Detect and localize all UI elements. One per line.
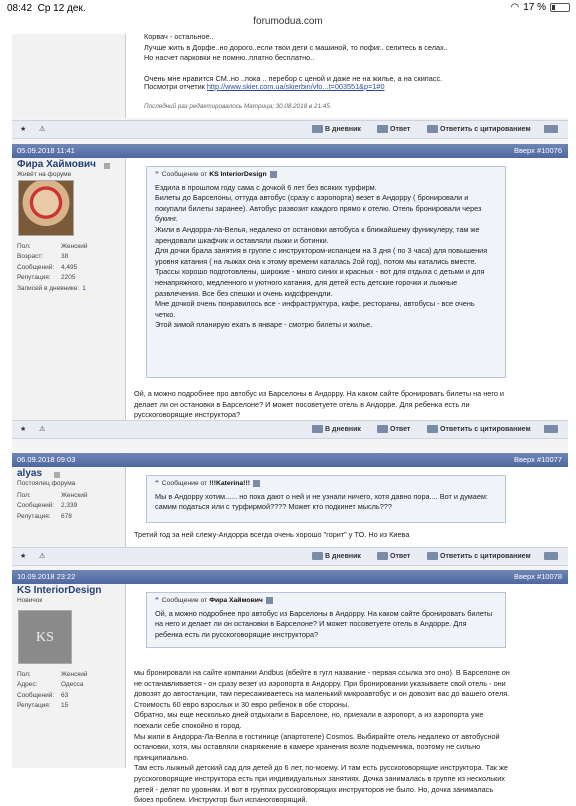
stat-label: Репутация:	[17, 512, 51, 520]
post-date: 10.09.2018 23:22	[17, 572, 76, 581]
quote-box	[146, 166, 506, 378]
stat-row	[17, 691, 122, 701]
post-body	[134, 530, 564, 541]
quote-reply-button[interactable]: Ответить с цитированием	[427, 425, 531, 433]
body-line: мы бронировали на сайте компании Andbus (вбейте в гугл название - первая ссылка это оно). В Барселоне он	[134, 668, 510, 677]
body-line: детей - делят по уровням. И вот в группах русскоговорящих инструкторов не было. Но, дочка занималась	[134, 784, 494, 794]
body-line: делает ли он остановки в Барселоне? И может посоветуете отель в Андорре. Для ребенка есть ли	[134, 399, 470, 409]
body-line: остановки, хотя, мы оставляли снаряжение в камере хранения возле подъемника, поэтому не сильно	[134, 742, 481, 752]
stat-label: Сообщений:	[17, 502, 55, 510]
post-content	[126, 467, 568, 547]
avatar[interactable]	[18, 180, 74, 236]
quote-author[interactable]: KS InteriorDesign	[209, 171, 267, 178]
post-number-link[interactable]: Вверх #10077	[513, 455, 562, 464]
body-line: поехали себе спокойно в город.	[134, 720, 242, 730]
stat-value: Одесса	[61, 681, 84, 689]
quote-header	[155, 170, 497, 181]
online-status-icon	[104, 163, 110, 169]
quote-line: самим податься или с турфирмой???? Может кто подкинет мысль???	[155, 502, 392, 512]
stat-row	[17, 242, 122, 252]
quote-reply-button[interactable]: Ответить с цитированием	[427, 125, 531, 133]
post0-line: Очень мне нравится СМ..но ..пока .. перебор с ценой и даже не на жилье, а на скипасс.	[144, 74, 443, 84]
stat-label: Адрес:	[17, 681, 38, 689]
quote-line: Этой зимой планирую ехать в январе - смотрю билеты и жилье.	[155, 320, 373, 330]
stat-value: 2,339	[61, 502, 78, 510]
stat-row	[17, 670, 122, 680]
quote-from: Сообщение от	[161, 597, 210, 604]
body-line: довозят до автостанции, там пересаживаетесь на маленький микроавтобус и он довозит вас до вашего отеля.	[134, 689, 510, 699]
status-bar	[0, 0, 576, 34]
post-body	[134, 389, 564, 421]
quote-reply-button[interactable]: Ответить с цитированием	[427, 552, 531, 560]
avatar[interactable]: KS	[18, 610, 72, 664]
stat-label: Сообщений:	[17, 691, 55, 699]
battery-icon	[550, 3, 570, 12]
reply-button[interactable]: Ответ	[377, 125, 410, 133]
quote-from: Сообщение от	[161, 480, 210, 487]
stat-row	[17, 252, 122, 262]
stat-label: Пол:	[17, 243, 31, 250]
stat-row	[17, 263, 122, 273]
stat-row	[17, 491, 122, 501]
reply-button[interactable]: Ответ	[377, 552, 410, 560]
multiquote-icon[interactable]	[544, 125, 558, 133]
user-stats	[17, 242, 122, 294]
body-line: не останавливается - он сразу везет из аэропорта в Андорру. При бронировании указываете свой отель - они	[134, 678, 506, 688]
quote-line: букинг.	[155, 214, 178, 224]
url-bar[interactable]: forumodua.com	[253, 16, 323, 27]
stat-label: Сообщений:	[17, 263, 55, 271]
post-header	[12, 144, 568, 158]
post0-line: Корвач - остальное..	[144, 32, 214, 41]
stat-row	[17, 284, 122, 294]
warn-icon[interactable]: ⚠	[39, 126, 46, 133]
quote-line: покупали билеты заранее). Автобус развозит каждого прямо к отелю. Отель бронировали через	[155, 203, 482, 213]
body-line: Там есть лыжный детский сад для детей до 6 лет, по-моему. И там есть русскоговорящие инструктора. Так же	[134, 763, 508, 773]
goto-post-icon[interactable]	[253, 480, 260, 487]
body-line: Третий год за ней слежу-Андорра всегда очень хорошо "горит" у ТО. Но из Киева	[134, 530, 410, 539]
wifi-icon: ◠	[510, 2, 520, 13]
stat-label: Пол:	[17, 492, 31, 499]
multiquote-icon[interactable]	[544, 425, 558, 433]
stat-value: Женский	[61, 492, 88, 499]
stat-label: Репутация:	[17, 702, 51, 710]
stat-row	[17, 273, 122, 283]
stat-value: 2205	[61, 274, 76, 282]
stat-value: 63	[61, 691, 69, 699]
star-icon[interactable]: ★	[20, 126, 27, 133]
stat-value: 15	[61, 702, 69, 710]
quote-header	[155, 596, 497, 607]
stat-value: Женский	[61, 671, 88, 678]
quote-line: Ездила в прошлом году сама с дочкой 6 лет без всяких турфирм.	[155, 182, 377, 192]
forum-thread	[12, 32, 568, 805]
quote-line: Для дочки брала занятия в группе с инструктором-испанцем на 3 дня ( по 3 часа) для повышения	[155, 246, 488, 256]
diary-button[interactable]: В дневник	[312, 552, 361, 560]
post-header	[12, 453, 568, 467]
post0-line	[144, 64, 564, 75]
quote-header	[155, 479, 497, 490]
quote-icon: ❝	[155, 171, 159, 178]
body-line: русскоговорящие инструктора есть при индивидуальных занятиях. Дочка занималась в группе из нескольких	[134, 773, 505, 783]
post0-left	[12, 34, 125, 118]
post-user-panel	[12, 584, 125, 768]
post-user-panel	[12, 158, 125, 420]
body-line: Стоимость 60 евро взрослых и 30 евро ребенок в обе стороны.	[134, 699, 350, 709]
body-line: биоез проблем. Инструктор был испаноговорящий.	[134, 795, 308, 805]
quote-icon: ❝	[155, 480, 159, 487]
user-rank: Постоялец форума	[17, 480, 76, 487]
username-link[interactable]: alyas	[17, 468, 43, 479]
post-toolbar	[12, 420, 568, 439]
stat-label: Репутация:	[17, 274, 51, 282]
quote-line: Мы в Андорру хотим...... но пока дают о ней и не узнали ничего, хотя давно пора.... Вот и думаем:	[155, 491, 488, 501]
goto-post-icon[interactable]	[266, 597, 273, 604]
quote-box	[146, 592, 506, 648]
body-line: принципиально.	[134, 752, 189, 762]
post-date: 05.09.2018 11:41	[17, 146, 75, 155]
post0-edited: Последний раз редактировалось Матрица; 30.08.2018 в 21:45.	[144, 103, 332, 110]
username-link[interactable]: Фира Хаймович	[17, 159, 96, 170]
post-content	[126, 584, 568, 805]
stat-label: Возраст:	[17, 253, 44, 261]
quote-line: уровня катания ( на лыжах она к этому времени каталась 2ой год), потом мы катались вместе.	[155, 256, 477, 266]
goto-post-icon[interactable]	[270, 171, 277, 178]
quote-line: Жили в Андорра-ла-Велья, недалеко от остановки автобуса к ближайшему фуникулеру, там же	[155, 224, 480, 234]
quote-line: на него и делает ли он остановки в Барселоне? И может посоветуете отель в Андорре. Для	[155, 619, 467, 629]
post-number-link[interactable]: Вверх #10078	[513, 572, 562, 581]
quote-icon: ❝	[155, 597, 159, 604]
quote-line: Билеты до Барселоны, оттуда автобус (сразу с аэропорта) везет в Андорру ( бронировали и	[155, 193, 469, 203]
multiquote-icon[interactable]	[544, 552, 558, 560]
user-rank: Живёт на форуме	[17, 171, 72, 178]
diary-button[interactable]: В дневник	[312, 125, 361, 133]
post0-link-line: Посмотри отчетик http://www.skier.com.ua/skierbin/vfo...t=003551&p=1#0	[144, 82, 385, 91]
post0-line: Лучше жить в Дорфе..но дорого..если твои дети с машиной, то пофиг.. селитесь в селах..	[144, 42, 448, 52]
stat-value: 4,495	[61, 263, 78, 271]
post0-toolbar	[12, 120, 568, 139]
quote-line: ненапряжного, медленного и уютного катания, для детей есть детские горочки и лыжные	[155, 277, 458, 287]
stat-value: 38	[61, 253, 69, 261]
quote-author[interactable]: !!!Katerina!!!	[209, 480, 250, 487]
status-right	[510, 2, 570, 13]
quote-line: Трассы хорошо подготовлены, широкие - много синих и красных - вот для отдыха с детьми и для	[155, 267, 485, 277]
quote-line: четко.	[155, 309, 176, 319]
star-icon[interactable]: ★	[20, 553, 27, 560]
username-link[interactable]: KS InteriorDesign	[17, 585, 102, 596]
body-line: Обратно, мы еще несколько дней отдыхали в Барселоне, но, приехали в аэропорт, а из аэропорта уже	[134, 710, 484, 720]
post-user-panel	[12, 467, 125, 547]
status-time: 08:42 Ср 12 дек.	[7, 3, 86, 14]
quote-from: Сообщение от	[161, 171, 210, 178]
quote-box	[146, 475, 506, 523]
post-header	[12, 570, 568, 584]
star-icon[interactable]: ★	[20, 426, 27, 433]
stat-value: 678	[61, 512, 72, 520]
battery-label: 17 %	[523, 2, 546, 13]
body-line: Мы жили в Андорра-Ла-Велла в гостинице (апартотеле) Cosmos. Выбирайте отель недалеко от автобусной	[134, 731, 500, 741]
warn-icon[interactable]: ⚠	[39, 426, 46, 433]
stat-row	[17, 512, 122, 522]
stat-label: Записей в дневнике:	[17, 284, 80, 292]
post-content	[126, 158, 568, 420]
user-stats	[17, 670, 122, 712]
quote-author[interactable]: Фира Хаймович	[209, 597, 263, 604]
post-date: 06.09.2018 09:03	[17, 455, 76, 464]
quote-line: развлечения. Все без спешки и очень кидсфрендли.	[155, 288, 333, 298]
body-line: Ой, а можно подробнее про автобус из Барселоны в Андорру. На каком сайте бронировать билеты на него и	[134, 389, 505, 398]
body-line: русскоговорящие инструктора?	[134, 410, 241, 420]
post-body	[134, 668, 564, 806]
post0-line: Но насчет парковки не помню..платно бесплатно..	[144, 53, 315, 63]
post0-content	[126, 34, 568, 118]
stat-label: Пол:	[17, 671, 31, 678]
diary-button[interactable]: В дневник	[312, 425, 361, 433]
stat-row	[17, 501, 122, 511]
online-status-icon	[54, 472, 60, 478]
quote-line: Ой, а можно подробнее про автобус из Барселоны в Андорру. На каком сайте бронировать билеты	[155, 608, 493, 618]
quote-line: ребенка есть ли русскоговорящие инструктора?	[155, 629, 319, 639]
post-toolbar	[12, 547, 568, 566]
stat-row	[17, 701, 122, 711]
quote-line: Мне дочкой очень понравилось все - инфраструктура, кафе, рестораны, автобусы - все очень	[155, 299, 475, 309]
user-stats	[17, 491, 122, 522]
quote-line: арендовали шкафчик и оставляли лыжи и ботинки.	[155, 235, 329, 245]
post-number-link[interactable]: Вверх #10076	[513, 146, 562, 155]
report-link[interactable]: http://www.skier.com.ua/skierbin/vfo...t=003551&p=1#0	[206, 82, 385, 91]
stat-value: 1	[82, 284, 86, 292]
reply-button[interactable]: Ответ	[377, 425, 410, 433]
warn-icon[interactable]: ⚠	[39, 553, 46, 560]
user-rank: Новичок	[17, 597, 43, 604]
stat-row	[17, 680, 122, 690]
stat-value: Женский	[61, 243, 88, 250]
